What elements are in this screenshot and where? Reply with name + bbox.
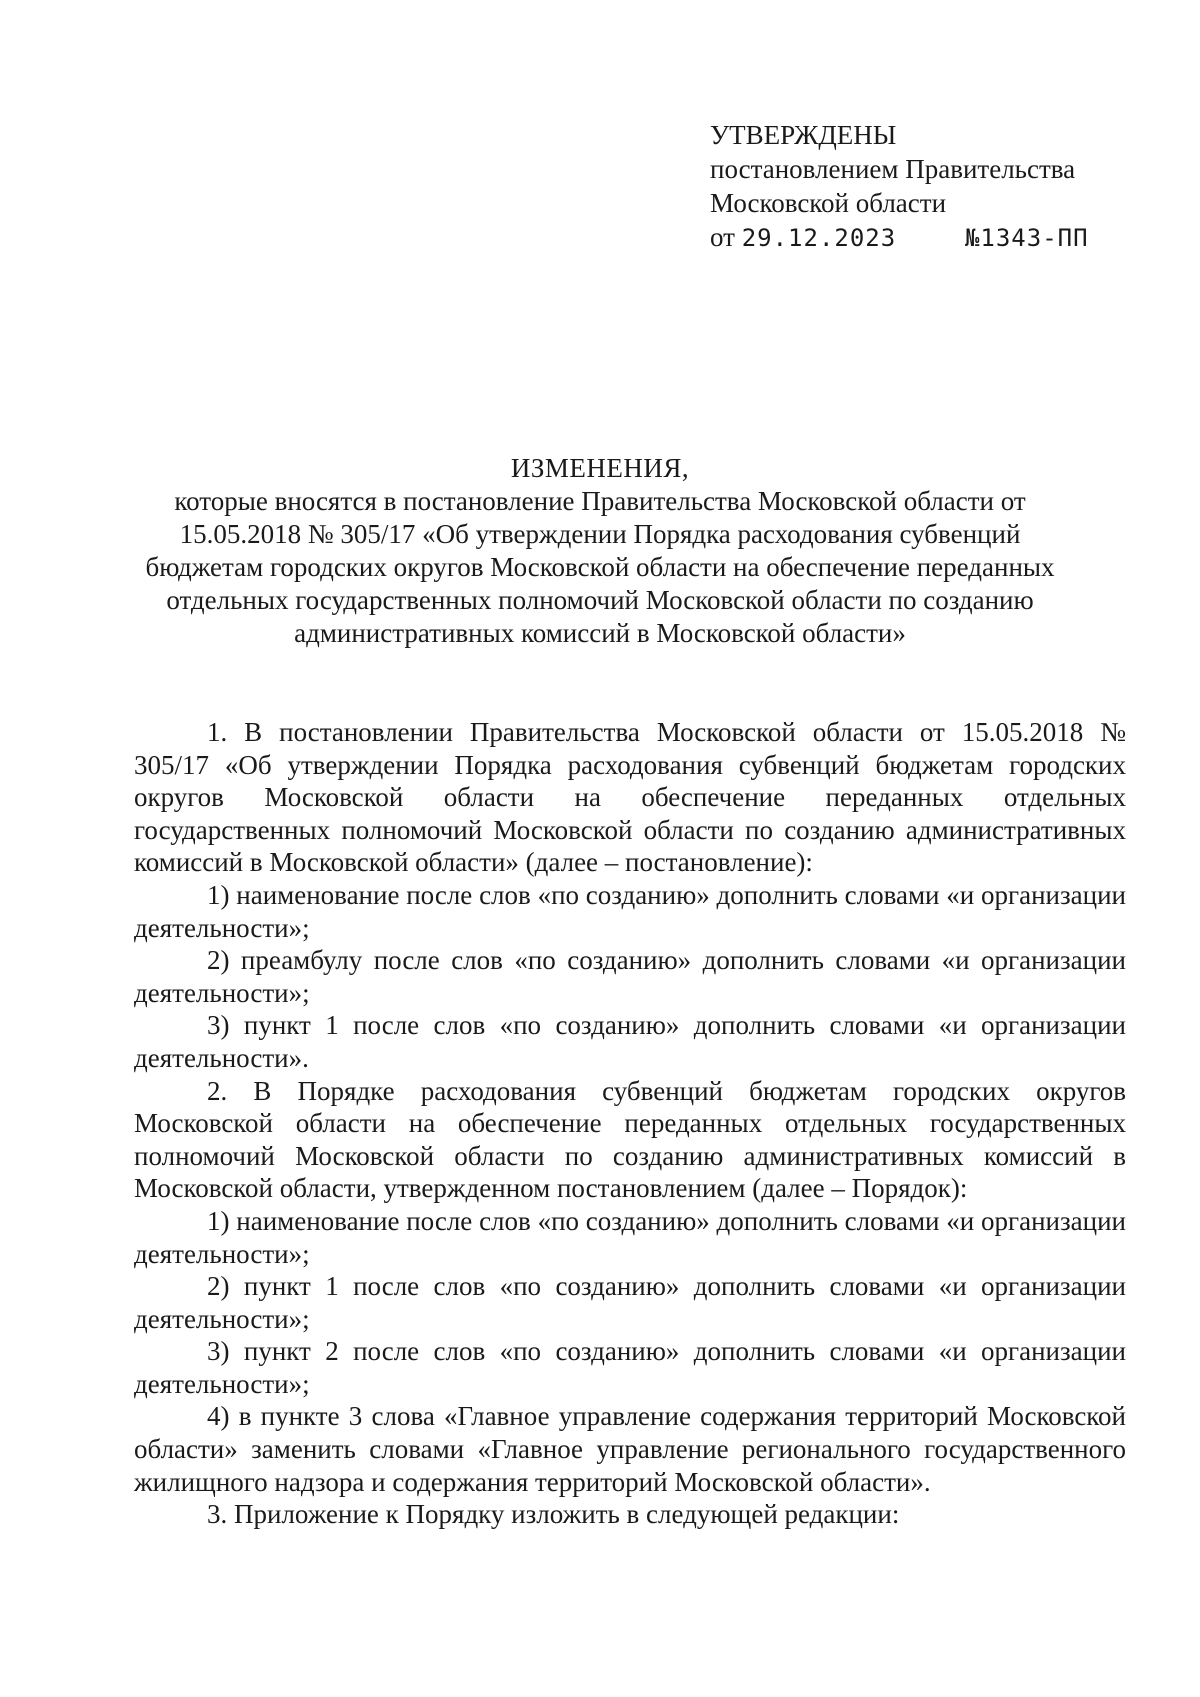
paragraph: 1. В постановлении Правительства Московской области от 15.05.2018 № 305/17 «Об утверждении Порядка расходования субвенций бюджетам городских округов Московской области на обеспечение переданных отдельных государственных полномочий Московской области по созданию административных комиссий в Московской области» (далее – постановление): [134, 717, 1126, 878]
approval-number: №1343-ПП [964, 224, 1089, 252]
approval-region-line: Московской области [710, 188, 947, 218]
paragraph: 3. Приложение к Порядку изложить в следующей редакции: [207, 1499, 900, 1530]
paragraph: 2. В Порядке расходования субвенций бюджетам городских округов Московской области на обеспечение переданных отдельных государственных полномочий Московской области по созданию административных комиссий в Московской области, утвержденном постановлением (далее – Порядок): [134, 1075, 1126, 1204]
approval-issuer-line: постановлением Правительства [710, 154, 1076, 184]
paragraph: 4) в пункте 3 слова «Главное управление содержания территорий Московской области» заменить словами «Главное управление регионального государственного жилищного надзора и содержания территорий Московской области». [134, 1401, 1126, 1497]
paragraph: 3) пункт 2 после слов «по созданию» дополнить словами «и организации деятельности»; [134, 1336, 1126, 1399]
document-body [134, 716, 1126, 1531]
approval-date-prefix: от [710, 222, 735, 252]
approval-date-line [710, 220, 1089, 255]
paragraph: 1) наименование после слов «по созданию» дополнить словами «и организации деятельности»; [134, 879, 1126, 943]
paragraph: 3) пункт 1 после слов «по созданию» дополнить словами «и организации деятельности». [134, 1010, 1126, 1073]
paragraph: 2) пункт 1 после слов «по созданию» дополнить словами «и организации деятельности»; [134, 1271, 1126, 1334]
paragraph: 1) наименование после слов «по созданию» дополнить словами «и организации деятельности»; [134, 1205, 1126, 1269]
approval-date: 29.12.2023 [741, 224, 897, 252]
approval-heading: УТВЕРЖДЕНЫ [710, 120, 897, 150]
approval-stamp-block [710, 118, 1089, 255]
paragraph: 2) преамбулу после слов «по созданию» дополнить словами «и организации деятельности»; [134, 945, 1126, 1008]
document-title-block [130, 452, 1070, 650]
document-heading: ИЗМЕНЕНИЯ, [510, 453, 690, 483]
document-subtitle: которые вносятся в постановление Правительства Московской области от 15.05.2018 № 305/17 «Об утверждении Порядка расходования субвенций бюджетам городских округов Московской области на обеспечение переданных отдельных государственных полномочий Московской области по созданию административных комиссий в Московской области» [145, 486, 1055, 648]
